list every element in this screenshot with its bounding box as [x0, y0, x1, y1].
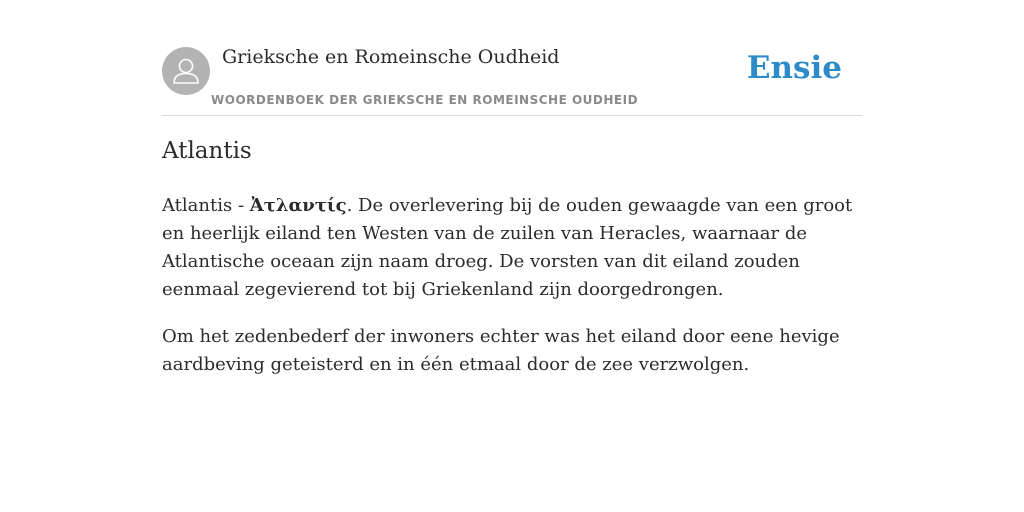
entry-content: [162, 192, 862, 398]
user-silhouette-icon: [162, 47, 210, 95]
source-title[interactable]: Grieksche en Romeinsche Oudheid: [222, 46, 560, 68]
entry-paragraph-1: [162, 192, 862, 304]
entry-paragraph-2: Om het zedenbederf der inwoners echter was het eiland door eene hevige aardbeving geteisterd en in één etmaal door de zee verzwolgen.: [162, 326, 840, 375]
source-avatar[interactable]: [162, 47, 210, 95]
greek-term: Ἀτλαντίς: [249, 195, 347, 216]
source-header: [162, 40, 862, 116]
source-subtitle[interactable]: WOORDENBOEK DER GRIEKSCHE EN ROMEINSCHE OUDHEID: [211, 93, 639, 107]
entry-title: Atlantis: [162, 138, 252, 164]
entry-description: . De overlevering bij de ouden gewaagde van een groot en heerlijk eiland ten Westen van de zuilen van Heracles, waarnaar de Atlantische oceaan zijn naam droeg. De vorsten van dit eiland zouden eenmaal zegevierend tot bij Griekenland zijn doorgedrongen.: [162, 195, 853, 300]
ensie-logo-link[interactable]: Ensie: [746, 50, 842, 86]
entry-lead: Atlantis -: [162, 195, 250, 216]
